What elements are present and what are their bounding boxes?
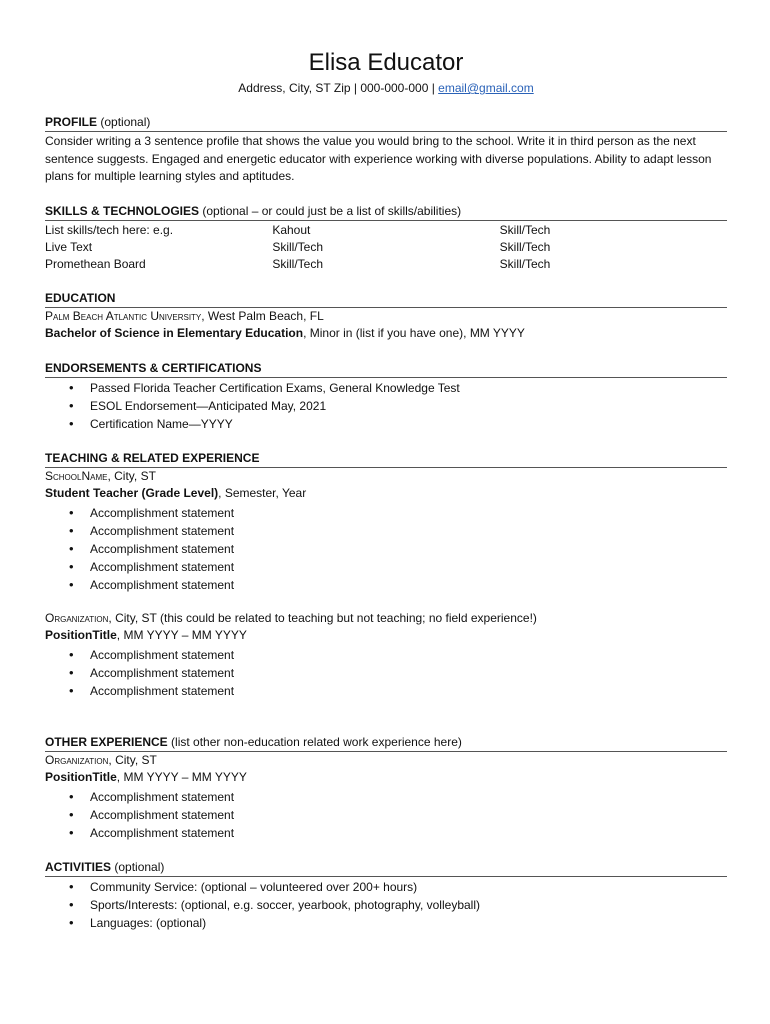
job-org-name: SchoolName	[45, 468, 108, 483]
contact-line	[45, 80, 727, 96]
job-position: Student Teacher (Grade Level)	[45, 486, 219, 500]
degree-name: Bachelor of Science in Elementary Education	[45, 326, 304, 340]
profile-title: PROFILE	[45, 115, 98, 129]
job-accomplishments	[45, 788, 727, 842]
activities-heading	[45, 859, 727, 877]
list-item: • Passed Florida Teacher Certification Exams, General Knowledge Test	[90, 379, 727, 397]
email-link[interactable]: email@gmail.com	[438, 81, 534, 95]
skill-item: Skill/Tech	[272, 239, 324, 254]
job-dates: , MM YYYY – MM YYYY	[116, 770, 247, 784]
list-item: • Sports/Interests: (optional, e.g. soccer, yearbook, photography, volleyball)	[90, 896, 727, 914]
skill-item: Skill/Tech	[499, 256, 551, 271]
endorsements-title: ENDORSEMENTS & CERTIFICATIONS	[45, 360, 262, 375]
list-item: • Accomplishment statement	[90, 504, 727, 522]
activities-title: ACTIVITIES	[45, 859, 112, 874]
list-item: • Accomplishment statement	[90, 788, 727, 806]
list-item: • Accomplishment statement	[90, 576, 727, 594]
skills-section	[45, 203, 727, 273]
endorsements-section	[45, 360, 727, 433]
job-position: PositionTitle	[45, 628, 117, 642]
job-position-line	[45, 485, 727, 503]
list-item: • Accomplishment statement	[90, 522, 727, 540]
job-org-location: , City, ST (this could be related to teaching but not teaching; no field experience!)	[108, 610, 537, 625]
contact-details: Address, City, ST Zip | 000-000-000 |	[238, 81, 439, 95]
list-item: • Accomplishment statement	[90, 558, 727, 576]
education-title: EDUCATION	[45, 290, 116, 305]
skills-column	[45, 222, 272, 273]
skill-item: Live Text	[45, 239, 93, 254]
skill-item: Promethean Board	[45, 256, 146, 271]
teaching-section	[45, 450, 727, 700]
list-item: • Accomplishment statement	[90, 540, 727, 558]
skills-note: (optional – or could just be a list of skills/abilities)	[199, 203, 462, 218]
resume-page	[45, 48, 727, 932]
skills-title: SKILLS & TECHNOLOGIES	[45, 203, 200, 218]
school-location: , West Palm Beach, FL	[201, 308, 324, 323]
skill-item: Skill/Tech	[499, 222, 551, 237]
activities-list	[45, 878, 727, 932]
endorsements-list	[45, 379, 727, 433]
school-name: Palm Beach Atlantic University	[45, 308, 202, 323]
job-accomplishments	[45, 504, 727, 594]
skills-heading	[45, 203, 727, 221]
profile-text: Consider writing a 3 sentence profile that shows the value you would bring to the school. Write it in third person as the next sentence suggests. Engaged and energetic educator with experience working with diverse populations. Ability to adapt lesson plans for multiple learning styles and aptitudes.	[45, 134, 712, 183]
endorsements-heading	[45, 360, 727, 378]
skill-item: Kahout	[272, 222, 311, 237]
spacer	[45, 594, 727, 610]
job-position: PositionTitle	[45, 770, 117, 784]
education-heading	[45, 290, 727, 308]
skill-item: List skills/tech here: e.g.	[45, 222, 174, 237]
other-title: OTHER EXPERIENCE	[45, 734, 168, 749]
job-org-line	[45, 752, 727, 770]
candidate-name: Elisa Educator	[308, 49, 464, 76]
list-item: • ESOL Endorsement—Anticipated May, 2021	[90, 397, 727, 415]
school-line	[45, 308, 727, 326]
profile-heading	[45, 114, 727, 132]
degree-details: , Minor in (list if you have one), MM YYYY	[303, 326, 525, 340]
degree-line	[45, 325, 727, 343]
job-org-line	[45, 468, 727, 486]
profile-section	[45, 114, 727, 186]
job-org-location: , City, ST	[108, 752, 157, 767]
job-org-name: Organization	[45, 610, 109, 625]
job-org-name: Organization	[45, 752, 109, 767]
list-item: • Accomplishment statement	[90, 646, 727, 664]
list-item: • Community Service: (optional – volunteered over 200+ hours)	[90, 878, 727, 896]
job-dates: , Semester, Year	[218, 486, 307, 500]
activities-section	[45, 859, 727, 932]
skills-column	[272, 222, 499, 273]
list-item: • Certification Name—YYYY	[90, 415, 727, 433]
list-item: • Languages: (optional)	[90, 914, 727, 932]
job-accomplishments	[45, 646, 727, 700]
skill-item: Skill/Tech	[272, 256, 324, 271]
job-org-line	[45, 610, 727, 628]
list-item: • Accomplishment statement	[90, 682, 727, 700]
job-dates: , MM YYYY – MM YYYY	[116, 628, 247, 642]
job-position-line	[45, 769, 727, 787]
job-org-location: , City, ST	[107, 468, 156, 483]
list-item: • Accomplishment statement	[90, 806, 727, 824]
profile-note: (optional)	[97, 115, 151, 129]
skills-grid	[45, 222, 727, 273]
list-item: • Accomplishment statement	[90, 664, 727, 682]
list-item: • Accomplishment statement	[90, 824, 727, 842]
other-experience-section	[45, 734, 727, 842]
other-note: (list other non-education related work experience here)	[167, 734, 462, 749]
skills-column	[500, 222, 727, 273]
other-heading	[45, 734, 727, 752]
job-position-line	[45, 627, 727, 645]
activities-note: (optional)	[111, 859, 165, 874]
teaching-title: TEACHING & RELATED EXPERIENCE	[45, 450, 260, 465]
education-section	[45, 290, 727, 343]
skill-item: Skill/Tech	[499, 239, 551, 254]
teaching-heading	[45, 450, 727, 468]
